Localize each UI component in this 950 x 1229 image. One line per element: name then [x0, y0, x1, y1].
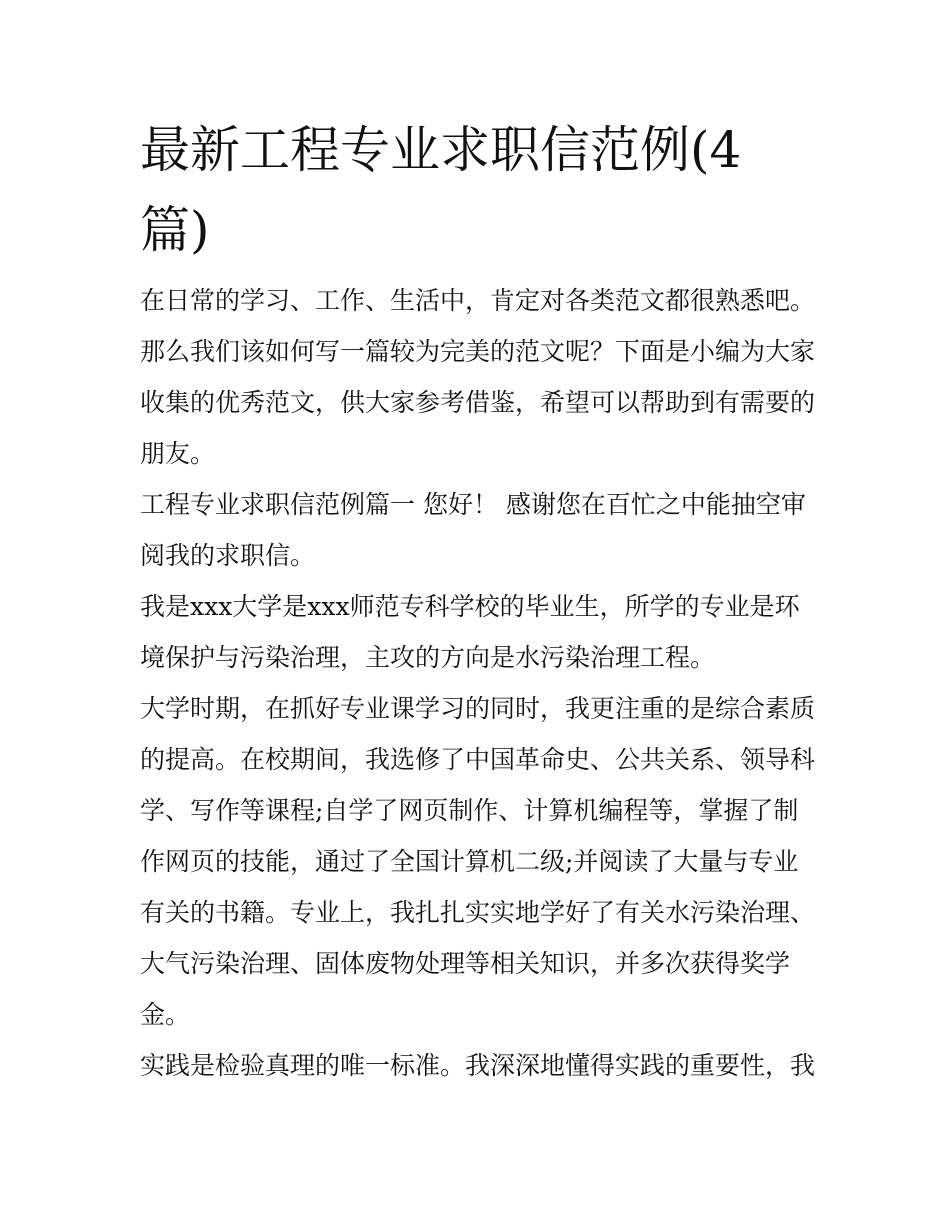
paragraph-practice: 实践是检验真理的唯一标准。我深深地懂得实践的重要性，我: [140, 1051, 816, 1080]
paragraph-intro: 在日常的学习、工作、生活中，肯定对各类范文都很熟悉吧。那么我们该如何写一篇较为完美的范文呢？下面是小编为大家收集的优秀范文，供大家参考借鉴，希望可以帮助到有需要的朋友。: [140, 286, 816, 468]
paragraph-greeting: 工程专业求职信范例篇一 您好！ 感谢您在百忙之中能抽空审阅我的求职信。: [140, 490, 806, 570]
document-body: [140, 275, 816, 1091]
document-title: 最新工程专业求职信范例(4篇): [140, 121, 742, 259]
paragraph-background: 我是xxx大学是xxx师范专科学校的毕业生，所学的专业是环境保护与污染治理，主攻的方向是水污染治理工程。: [140, 592, 800, 672]
paragraph-studies: 大学时期，在抓好专业课学习的同时，我更注重的是综合素质的提高。在校期间，我选修了中国革命史、公共关系、领导科学、写作等课程;自学了网页制作、计算机编程等，掌握了制作网页的技能，通过了全国计算机二级;并阅读了大量与专业有关的书籍。专业上，我扎扎实实地学好了有关水污染治理、大气污染治理、固体废物处理等相关知识，并多次获得奖学金。: [140, 694, 816, 1029]
